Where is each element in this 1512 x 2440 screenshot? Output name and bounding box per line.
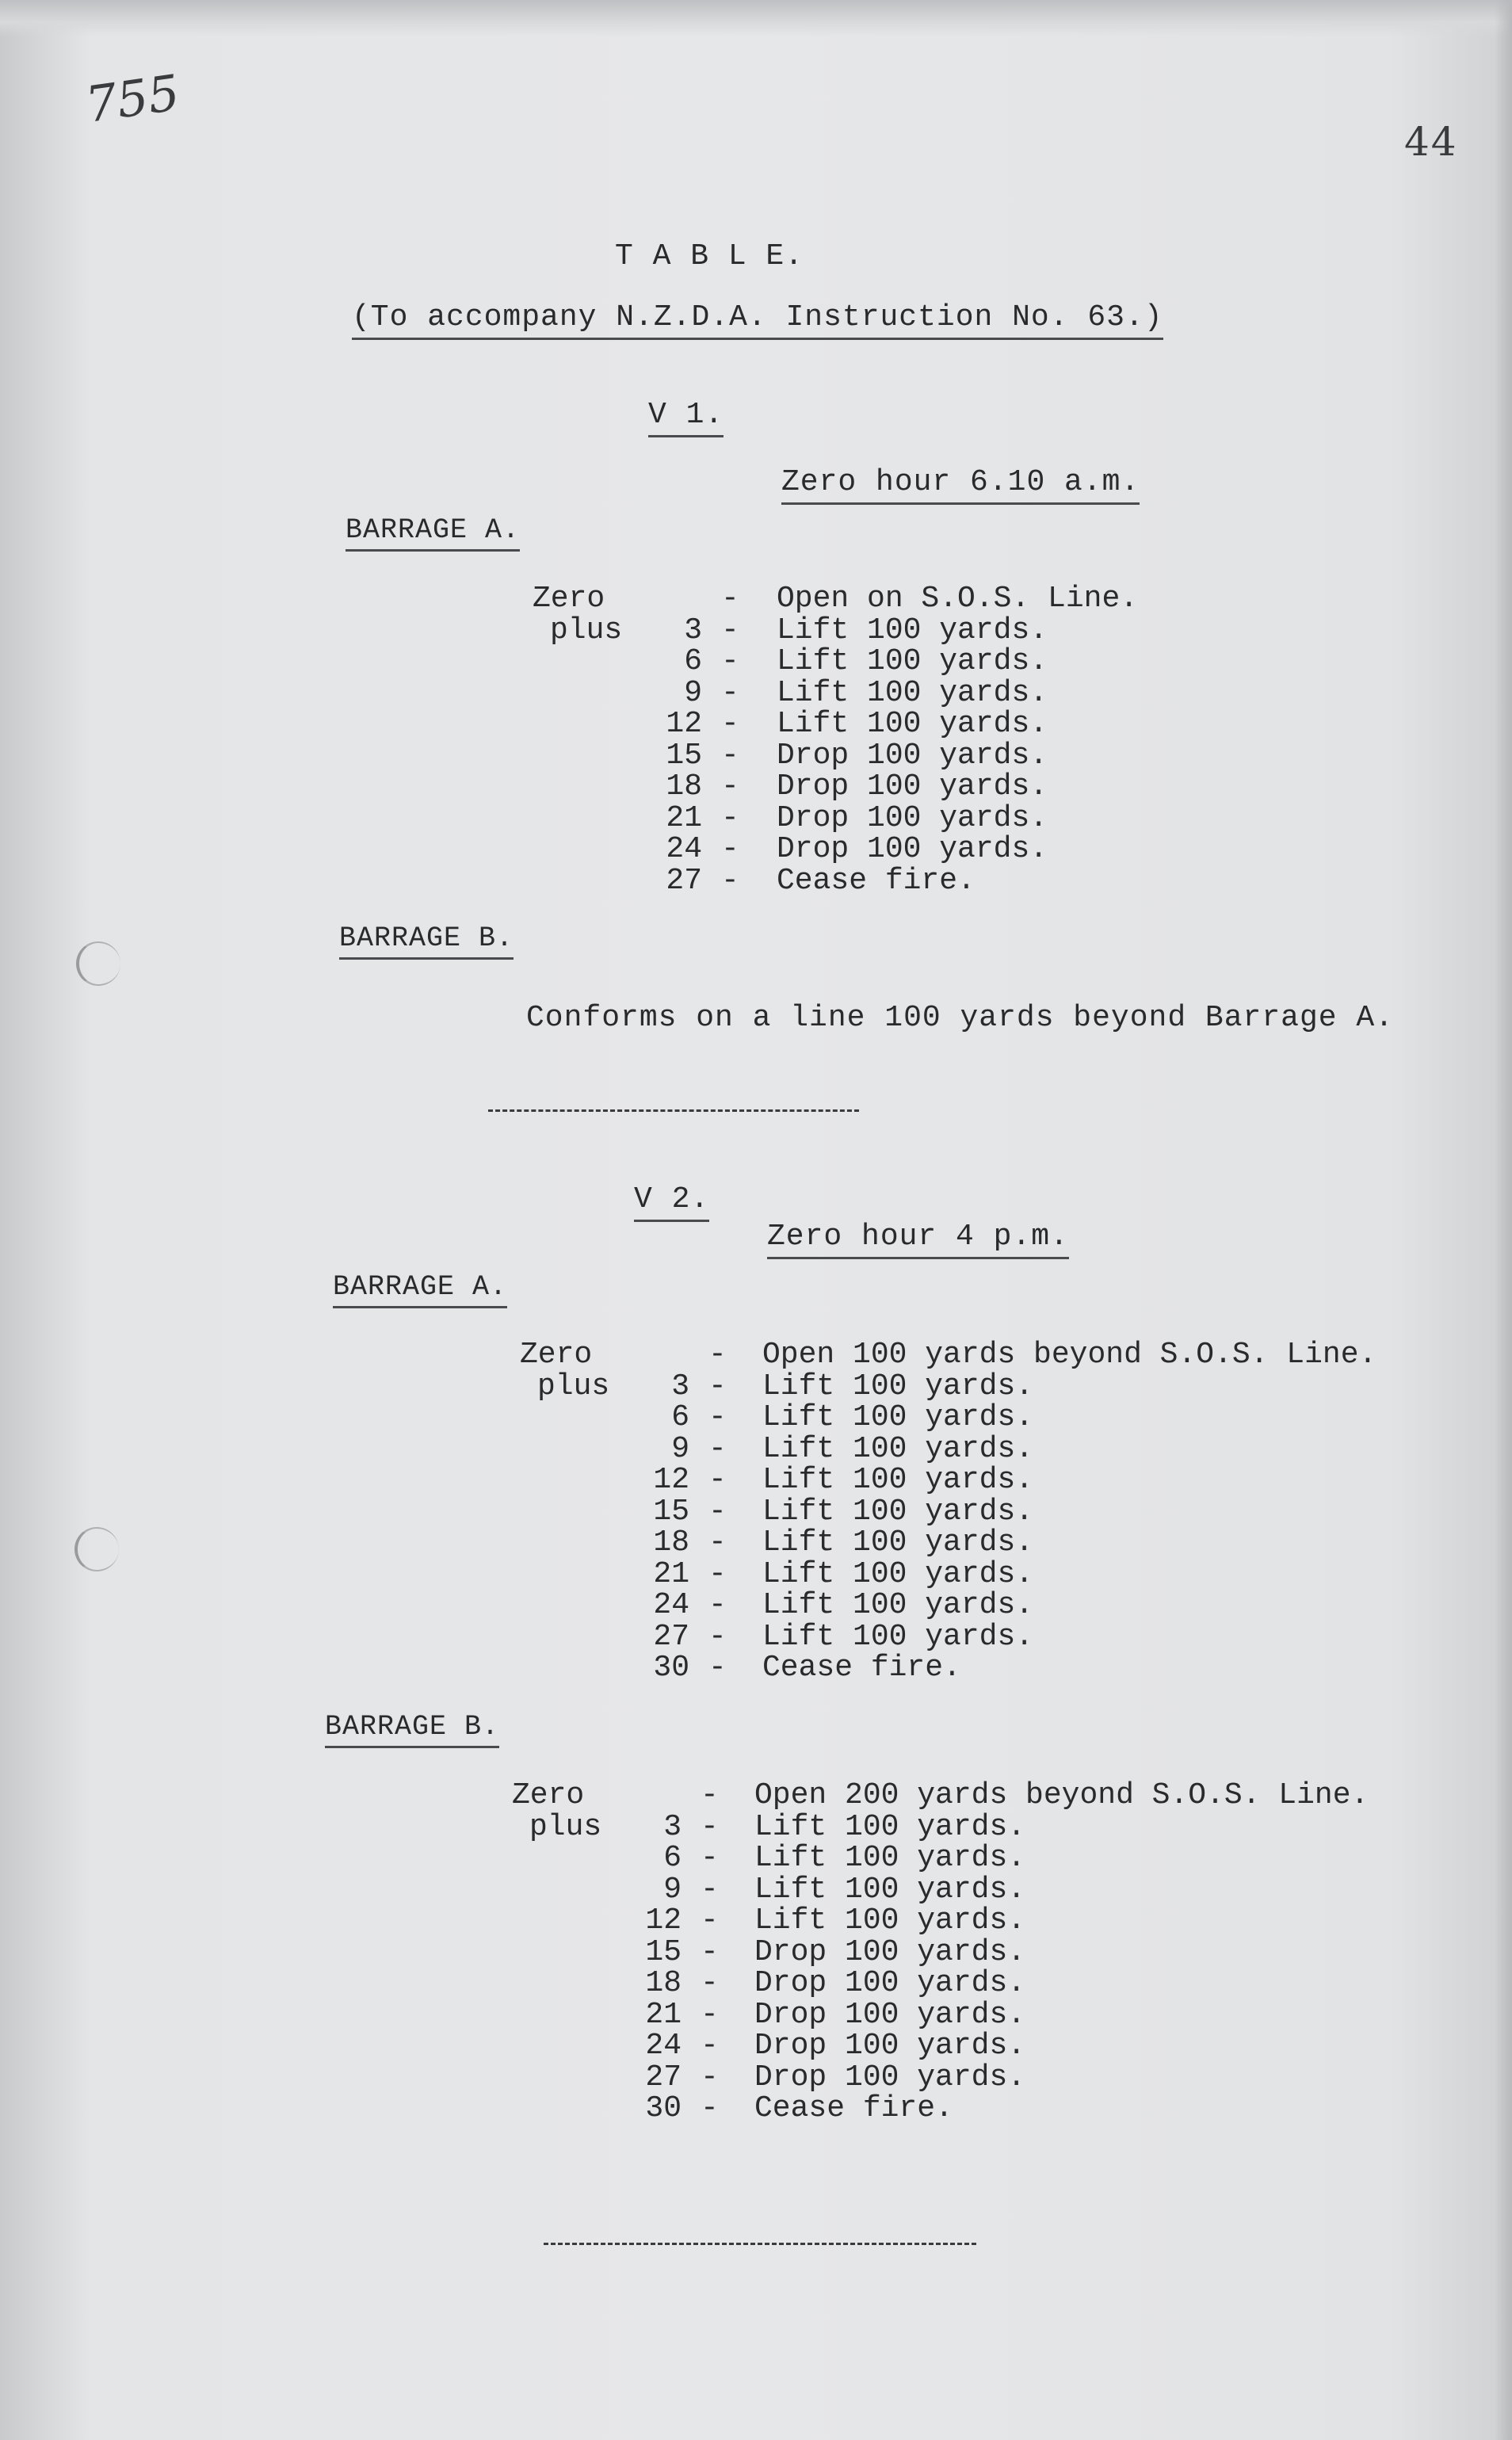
- v2-barrage-b-label: [325, 1713, 499, 1741]
- minutes-offset: 15: [653, 1494, 689, 1529]
- barrage-action: Cease fire.: [762, 1651, 961, 1685]
- barrage-action: Lift 100 yards.: [777, 675, 1048, 710]
- separator-dash: -: [721, 832, 739, 866]
- v2-heading-text: V 2.: [634, 1182, 709, 1222]
- separator-dash: -: [701, 1997, 719, 2032]
- paper-top-edge: [0, 0, 1512, 36]
- minutes-offset: 21: [653, 1556, 689, 1591]
- barrage-action: Cease fire.: [777, 863, 976, 898]
- minutes-offset: 18: [653, 1525, 689, 1560]
- v2-barrage-a-label-text: BARRAGE A.: [333, 1271, 507, 1308]
- barrage-action: Lift 100 yards.: [762, 1431, 1034, 1466]
- barrage-action: Lift 100 yards.: [762, 1369, 1034, 1403]
- barrage-action: Lift 100 yards.: [762, 1525, 1034, 1560]
- v2-zero-hour-text: Zero hour 4 p.m.: [767, 1220, 1069, 1259]
- barrage-action: Lift 100 yards.: [762, 1619, 1034, 1654]
- v1-barrage-b-text: Conforms on a line 100 yards beyond Barrage A.: [526, 1001, 1394, 1035]
- minutes-offset: 3: [684, 613, 702, 647]
- barrage-action: Cease fire.: [754, 2091, 953, 2125]
- minutes-offset: 27: [653, 1619, 689, 1654]
- separator-dash: -: [701, 1778, 719, 1812]
- barrage-action: Lift 100 yards.: [762, 1556, 1034, 1591]
- separator-dash: -: [708, 1463, 727, 1497]
- time-prefix: plus: [550, 613, 623, 647]
- minutes-offset: 15: [666, 738, 702, 773]
- minutes-offset: 30: [645, 2091, 682, 2125]
- v1-zero-hour: [781, 465, 1140, 499]
- v2-zero-hour: [767, 1222, 1069, 1252]
- barrage-action: Drop 100 yards.: [777, 800, 1048, 835]
- barrage-action: Lift 100 yards.: [754, 1809, 1026, 1844]
- barrage-action: Lift 100 yards.: [777, 644, 1048, 678]
- minutes-offset: 3: [671, 1369, 689, 1403]
- separator-dash: -: [701, 1841, 719, 1875]
- v1-barrage-a-label-text: BARRAGE A.: [346, 514, 520, 552]
- minutes-offset: 24: [666, 832, 702, 866]
- minutes-offset: 27: [666, 863, 702, 898]
- barrage-action: Drop 100 yards.: [754, 1966, 1026, 2000]
- barrage-action: Lift 100 yards.: [762, 1463, 1034, 1497]
- time-prefix: Zero: [520, 1338, 593, 1372]
- separator-dash: -: [721, 613, 739, 647]
- time-prefix: plus: [529, 1809, 602, 1844]
- minutes-offset: 27: [645, 2060, 682, 2094]
- separator-dash: -: [701, 2029, 719, 2063]
- barrage-action: Drop 100 yards.: [777, 738, 1048, 773]
- page-number: 44: [1404, 119, 1458, 165]
- minutes-offset: 9: [684, 675, 702, 710]
- barrage-action: Open on S.O.S. Line.: [777, 582, 1139, 616]
- minutes-offset: 12: [645, 1904, 682, 1938]
- barrage-action: Lift 100 yards.: [777, 707, 1048, 741]
- barrage-action: Open 200 yards beyond S.O.S. Line.: [754, 1778, 1369, 1812]
- separator-dash: -: [721, 738, 739, 773]
- folio-number: 755: [82, 63, 183, 134]
- minutes-offset: 12: [653, 1463, 689, 1497]
- paper-right-edge: [1495, 0, 1512, 2440]
- barrage-action: Lift 100 yards.: [762, 1494, 1034, 1529]
- barrage-action: Drop 100 yards.: [754, 2029, 1026, 2063]
- v2-heading: [634, 1182, 710, 1216]
- section-divider-1: [488, 1109, 859, 1112]
- separator-dash: -: [708, 1556, 727, 1591]
- minutes-offset: 24: [645, 2029, 682, 2063]
- minutes-offset: 6: [663, 1841, 682, 1875]
- separator-dash: -: [701, 1809, 719, 1844]
- barrage-action: Drop 100 yards.: [777, 832, 1048, 866]
- barrage-action: Lift 100 yards.: [762, 1400, 1034, 1434]
- minutes-offset: 6: [684, 644, 702, 678]
- separator-dash: -: [701, 1966, 719, 2000]
- separator-dash: -: [701, 2091, 719, 2125]
- separator-dash: -: [708, 1400, 727, 1434]
- minutes-offset: 21: [645, 1997, 682, 2032]
- separator-dash: -: [721, 707, 739, 741]
- separator-dash: -: [708, 1369, 727, 1403]
- separator-dash: -: [708, 1619, 727, 1654]
- barrage-action: Drop 100 yards.: [754, 1934, 1026, 1969]
- v1-barrage-b-label: [339, 922, 514, 954]
- minutes-offset: 3: [663, 1809, 682, 1844]
- separator-dash: -: [708, 1338, 727, 1372]
- subtitle-text: (To accompany N.Z.D.A. Instruction No. 63.): [352, 300, 1163, 340]
- v1-barrage-b-label-text: BARRAGE B.: [339, 922, 514, 960]
- separator-dash: -: [701, 2060, 719, 2094]
- separator-dash: -: [721, 800, 739, 835]
- punch-hole-bottom: [74, 1527, 119, 1571]
- minutes-offset: 18: [666, 769, 702, 804]
- minutes-offset: 9: [671, 1431, 689, 1466]
- time-prefix: Zero: [533, 582, 605, 616]
- minutes-offset: 15: [645, 1934, 682, 1969]
- separator-dash: -: [708, 1588, 727, 1622]
- barrage-action: Lift 100 yards.: [777, 613, 1048, 647]
- minutes-offset: 12: [666, 707, 702, 741]
- table-title: T A B L E.: [615, 239, 804, 273]
- time-prefix: plus: [537, 1369, 610, 1403]
- minutes-offset: 30: [653, 1651, 689, 1685]
- separator-dash: -: [721, 863, 739, 898]
- barrage-action: Open 100 yards beyond S.O.S. Line.: [762, 1338, 1377, 1372]
- barrage-action: Lift 100 yards.: [762, 1588, 1034, 1622]
- barrage-action: Lift 100 yards.: [754, 1872, 1026, 1907]
- v1-zero-hour-text: Zero hour 6.10 a.m.: [781, 465, 1140, 505]
- v1-heading: [648, 400, 724, 430]
- barrage-action: Drop 100 yards.: [754, 1997, 1026, 2032]
- separator-dash: -: [708, 1494, 727, 1529]
- table-subtitle: [352, 300, 1163, 334]
- separator-dash: -: [721, 675, 739, 710]
- v1-heading-text: V 1.: [648, 398, 724, 437]
- barrage-action: Drop 100 yards.: [754, 2060, 1026, 2094]
- minutes-offset: 18: [645, 1966, 682, 2000]
- minutes-offset: 24: [653, 1588, 689, 1622]
- separator-dash: -: [721, 644, 739, 678]
- separator-dash: -: [708, 1651, 727, 1685]
- barrage-action: Lift 100 yards.: [754, 1841, 1026, 1875]
- v2-barrage-b-label-text: BARRAGE B.: [325, 1711, 499, 1748]
- minutes-offset: 6: [671, 1400, 689, 1434]
- punch-hole-top: [76, 941, 120, 986]
- barrage-action: Drop 100 yards.: [777, 769, 1048, 804]
- v2-barrage-a-label: [333, 1273, 507, 1301]
- separator-dash: -: [701, 1872, 719, 1907]
- minutes-offset: 9: [663, 1872, 682, 1907]
- separator-dash: -: [721, 769, 739, 804]
- separator-dash: -: [701, 1934, 719, 1969]
- v1-barrage-a-label: [346, 514, 521, 546]
- separator-dash: -: [708, 1525, 727, 1560]
- separator-dash: -: [721, 582, 739, 616]
- time-prefix: Zero: [512, 1778, 585, 1812]
- barrage-action: Lift 100 yards.: [754, 1904, 1026, 1938]
- separator-dash: -: [708, 1431, 727, 1466]
- separator-dash: -: [701, 1904, 719, 1938]
- minutes-offset: 21: [666, 800, 702, 835]
- section-divider-2: [544, 2243, 976, 2245]
